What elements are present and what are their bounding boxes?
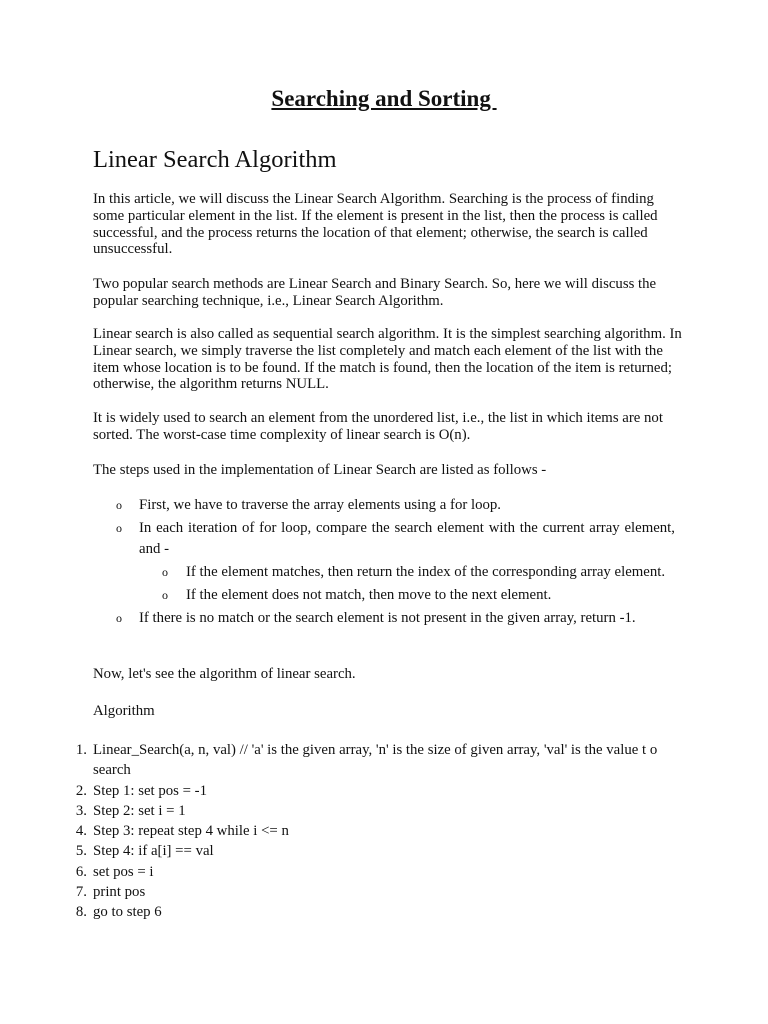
bullet-marker: o xyxy=(162,588,168,602)
step-text: Step 2: set i = 1 xyxy=(93,802,186,819)
step-text: go to step 6 xyxy=(93,904,162,921)
section-heading: Linear Search Algorithm xyxy=(93,146,337,173)
linear-search-description-paragraph: Linear search is also called as sequential search algorithm. It is the simplest searching algorithm. In Linear search, we simply traverse the list completely and match each element of the list with the item whose location is to be found. If the match is found, then the location of the item is returned; otherwise, the algorithm returns NULL. xyxy=(93,326,682,393)
step-number: 3. xyxy=(75,802,87,819)
step-number: 8. xyxy=(75,904,87,921)
complexity-paragraph: It is widely used to search an element from the unordered list, i.e., the list in which items are not sorted. The worst-case time complexity of linear search is O(n). xyxy=(93,410,663,443)
step-text: set pos = i xyxy=(93,863,154,880)
closing-paragraph: Now, let's see the algorithm of linear search. xyxy=(93,666,356,682)
step-number: 7. xyxy=(75,884,87,901)
document-title: Searching and Sorting xyxy=(271,86,497,111)
steps-intro-paragraph: The steps used in the implementation of Linear Search are listed as follows - xyxy=(93,462,547,478)
step-number: 2. xyxy=(75,782,87,799)
step-text: Step 1: set pos = -1 xyxy=(93,782,207,799)
search-methods-paragraph: Two popular search methods are Linear Search and Binary Search. So, here we will discuss the popular searching technique, i.e., Linear Search Algorithm. xyxy=(93,276,657,309)
intro-paragraph: In this article, we will discuss the Linear Search Algorithm. Searching is the process of finding some particular element in the list. If the element is present in the list, then the process is called successful, and the process returns the location of that element; otherwise, the search is called unsuccessful. xyxy=(93,191,658,258)
algorithm-step xyxy=(75,902,678,922)
list-item xyxy=(93,518,675,560)
bullet-marker: o xyxy=(116,611,122,625)
step-number: 1. xyxy=(75,742,87,758)
step-text: Step 4: if a[i] == val xyxy=(93,843,214,860)
step-text: print pos xyxy=(93,884,146,901)
algorithm-step xyxy=(75,740,678,781)
algorithm-step xyxy=(75,821,678,841)
algorithm-steps-list xyxy=(75,740,678,923)
list-item xyxy=(93,495,675,516)
algorithm-label: Algorithm xyxy=(93,703,155,719)
list-item-text: If the element matches, then return the index of the corresponding array element. xyxy=(186,564,666,580)
list-item-text: First, we have to traverse the array elements using a for loop. xyxy=(139,497,501,513)
implementation-steps-list xyxy=(93,495,675,631)
bullet-marker: o xyxy=(116,521,122,535)
step-number: 6. xyxy=(75,863,87,880)
step-number: 5. xyxy=(75,843,87,860)
algorithm-step xyxy=(75,841,678,861)
bullet-marker: o xyxy=(162,565,168,579)
algorithm-step xyxy=(75,862,678,882)
list-item-text: If there is no match or the search element is not present in the given array, return -1. xyxy=(139,610,636,626)
list-item-text: In each iteration of for loop, compare the search element with the current array element, and - xyxy=(139,520,675,557)
list-item xyxy=(93,608,675,629)
algorithm-step xyxy=(75,882,678,902)
bullet-marker: o xyxy=(116,498,122,512)
step-number: 4. xyxy=(75,823,87,840)
algorithm-step xyxy=(75,781,678,801)
step-text: Step 3: repeat step 4 while i <= n xyxy=(93,823,289,840)
algorithm-step xyxy=(75,801,678,821)
step-text: Linear_Search(a, n, val) // 'a' is the given array, 'n' is the size of given array, 'val' is the value t o search xyxy=(93,742,658,779)
nested-list-item xyxy=(93,585,675,606)
list-item-text: If the element does not match, then move to the next element. xyxy=(186,587,552,603)
nested-list-item xyxy=(93,562,675,583)
